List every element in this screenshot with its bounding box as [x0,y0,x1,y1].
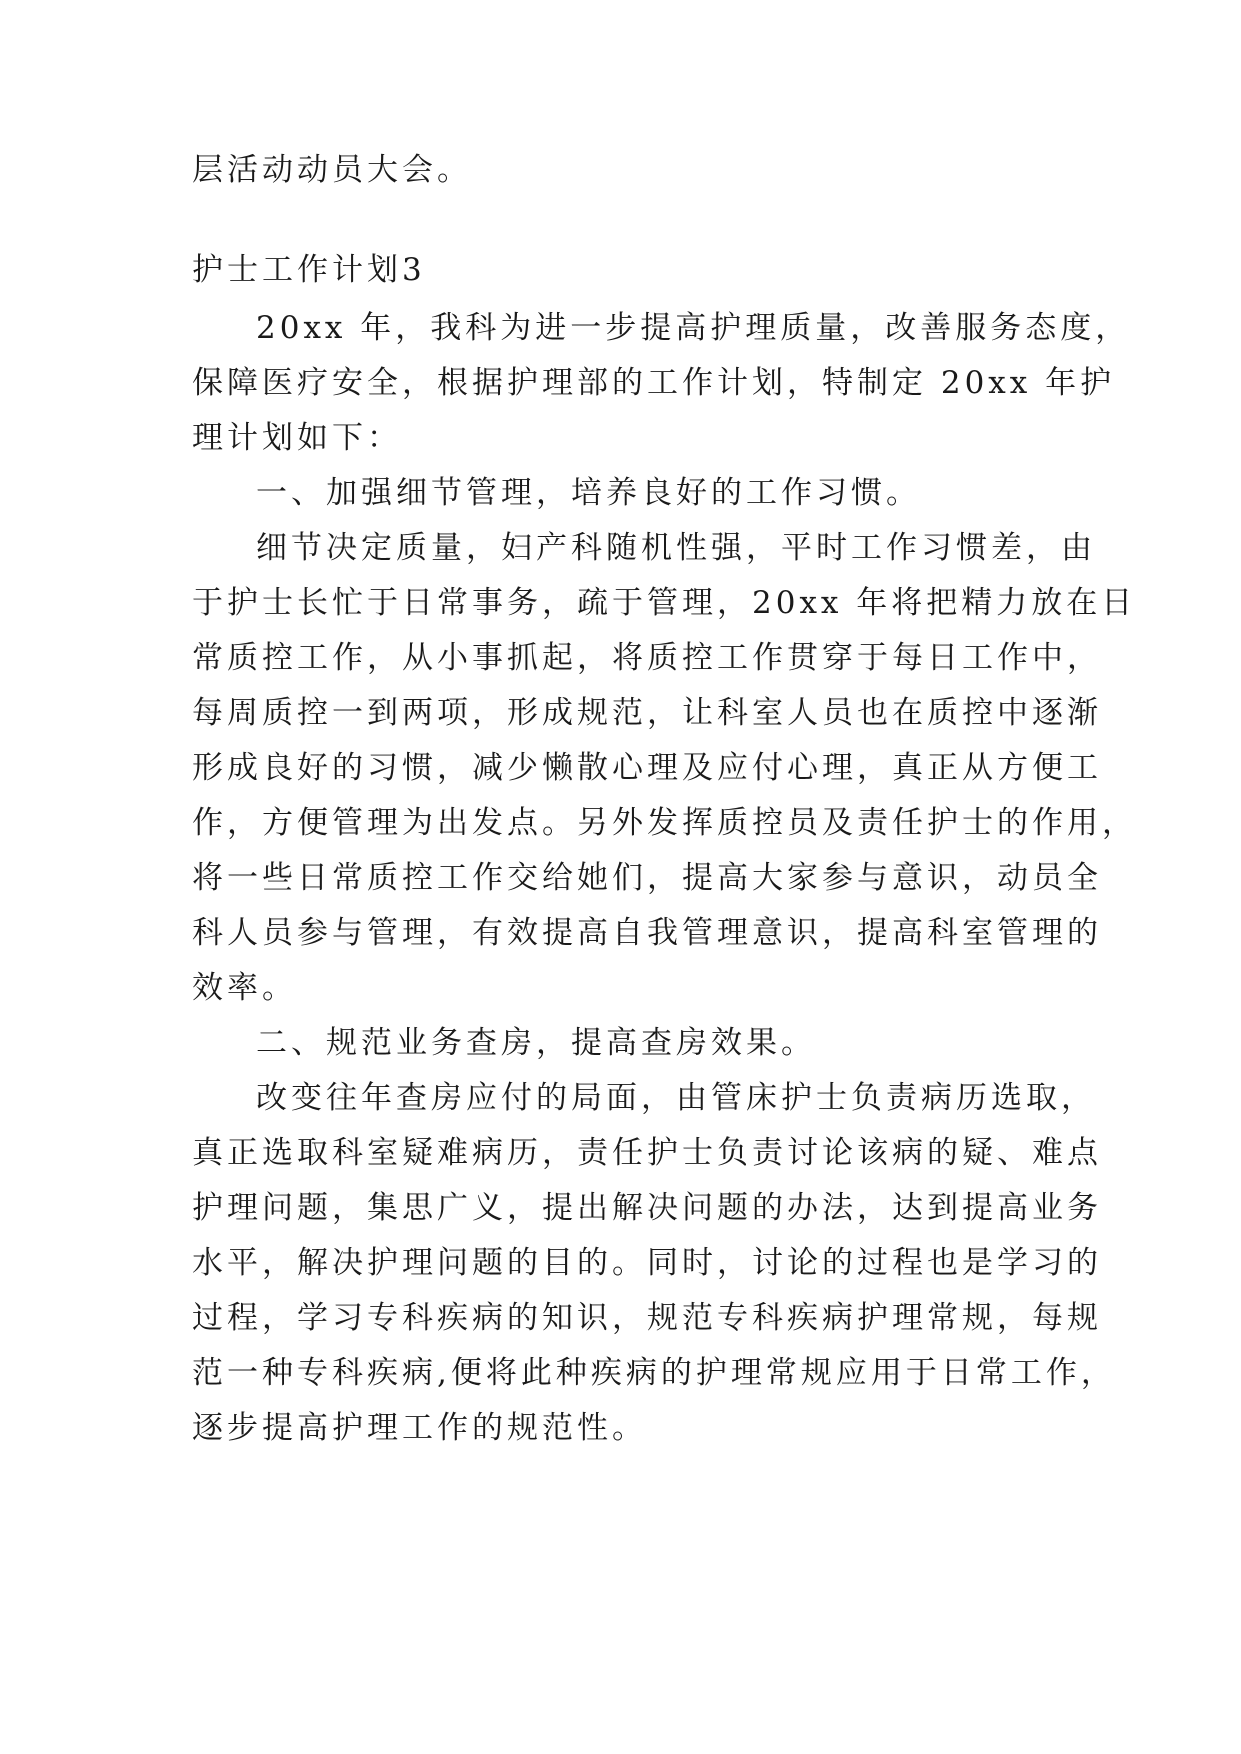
continuation-line: 层活动动员大会。 [192,152,472,188]
paragraph-line: 科人员参与管理，有效提高自我管理意识，提高科室管理的 [192,915,1102,951]
paragraph-line: 逐步提高护理工作的规范性。 [192,1410,647,1446]
paragraph-line: 改变往年查房应付的局面，由管床护士负责病历选取， [256,1080,1096,1116]
paragraph-line: 真正选取科室疑难病历，责任护士负责讨论该病的疑、难点 [192,1135,1102,1171]
paragraph-line: 将一些日常质控工作交给她们，提高大家参与意识，动员全 [192,860,1102,896]
paragraph-line: 水平，解决护理问题的目的。同时，讨论的过程也是学习的 [192,1245,1102,1281]
section-title: 护士工作计划3 [192,252,426,288]
paragraph-line: 理计划如下： [192,420,402,456]
paragraph-line: 常质控工作，从小事抓起，将质控工作贯穿于每日工作中， [192,640,1102,676]
paragraph-line: 效率。 [192,970,297,1006]
paragraph-line: 过程，学习专科疾病的知识，规范专科疾病护理常规，每规 [192,1300,1102,1336]
paragraph-line: 范一种专科疾病,便将此种疾病的护理常规应用于日常工作， [192,1355,1116,1391]
paragraph-line: 作，方便管理为出发点。另外发挥质控员及责任护士的作用， [192,805,1137,841]
paragraph-line: 20xx 年，我科为进一步提高护理质量，改善服务态度， [256,310,1131,346]
paragraph-line: 形成良好的习惯，减少懒散心理及应付心理，真正从方便工 [192,750,1102,786]
paragraph-line: 于护士长忙于日常事务，疏于管理，20xx 年将把精力放在日 [192,585,1137,621]
paragraph-line: 每周质控一到两项，形成规范，让科室人员也在质控中逐渐 [192,695,1102,731]
paragraph-line: 保障医疗安全，根据护理部的工作计划，特制定 20xx 年护 [192,365,1116,401]
paragraph-line: 护理问题，集思广义，提出解决问题的办法，达到提高业务 [192,1190,1102,1226]
heading-line: 一、加强细节管理，培养良好的工作习惯。 [256,475,921,511]
paragraph-line: 细节决定质量，妇产科随机性强，平时工作习惯差，由 [256,530,1096,566]
heading-line: 二、规范业务查房，提高查房效果。 [256,1025,816,1061]
